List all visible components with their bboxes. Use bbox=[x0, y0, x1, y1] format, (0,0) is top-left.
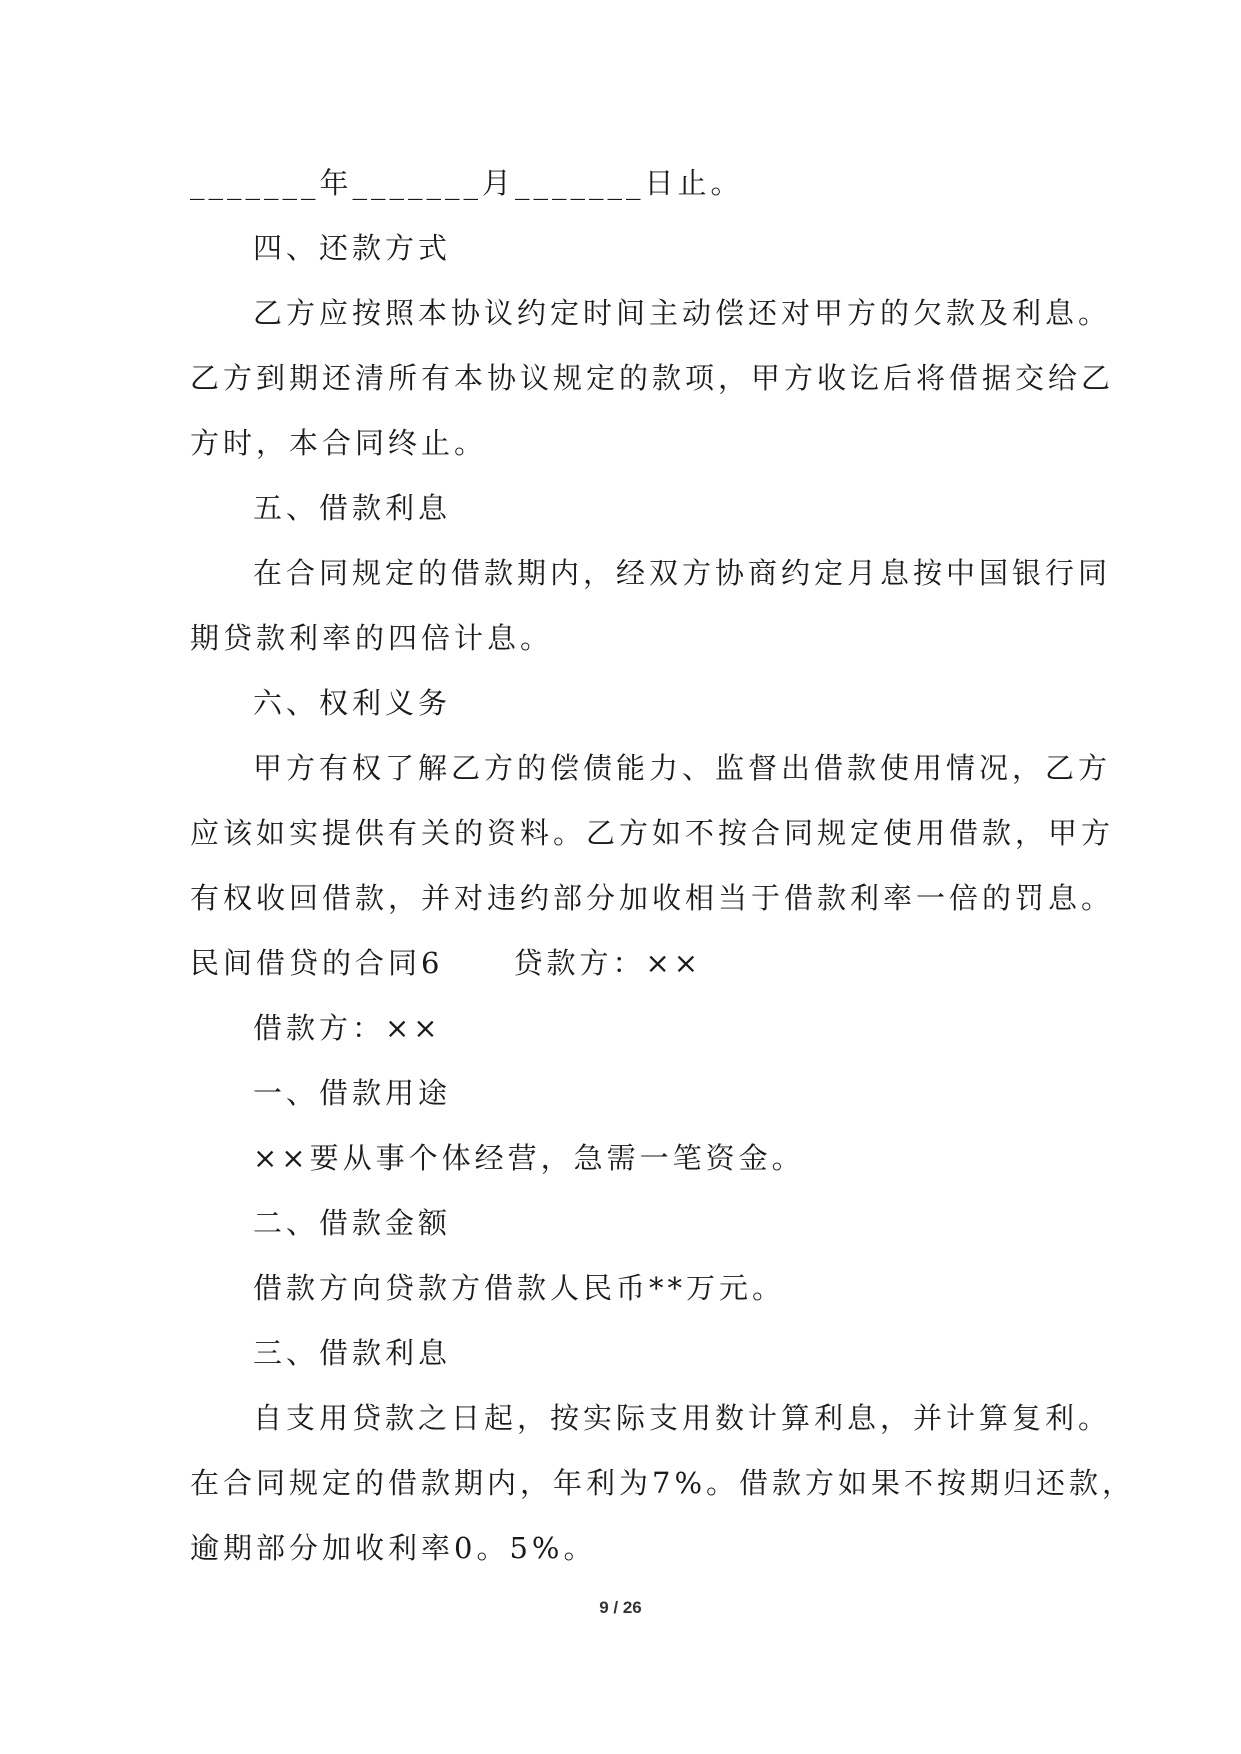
text-line: 甲方有权了解乙方的偿债能力、监督出借款使用情况，乙方 bbox=[253, 751, 1112, 785]
text-line: ××要从事个体经营，急需一笔资金。 bbox=[253, 1141, 805, 1175]
section-heading: 一、借款用途 bbox=[253, 1076, 452, 1110]
contract-title: 民间借贷的合同6 bbox=[190, 946, 444, 980]
text-line: 方时，本合同终止。 bbox=[190, 426, 488, 460]
section-heading: 六、权利义务 bbox=[253, 686, 452, 720]
text-line bbox=[190, 943, 702, 983]
text-line: 乙方应按照本协议约定时间主动偿还对甲方的欠款及利息。 bbox=[253, 296, 1112, 330]
section-heading: 二、借款金额 bbox=[253, 1206, 452, 1240]
text-line: 借款方向贷款方借款人民币**万元。 bbox=[253, 1271, 786, 1305]
lender-label: 贷款方：×× bbox=[513, 946, 703, 980]
text-line: 逾期部分加收利率0。5%。 bbox=[190, 1531, 597, 1565]
text-line: 期贷款利率的四倍计息。 bbox=[190, 621, 554, 655]
section-heading: 四、还款方式 bbox=[253, 231, 452, 265]
section-heading: 三、借款利息 bbox=[253, 1336, 452, 1370]
text-line: 在合同规定的借款期内，经双方协商约定月息按中国银行同 bbox=[253, 556, 1112, 590]
text-line: 应该如实提供有关的资料。乙方如不按合同规定使用借款，甲方 bbox=[190, 816, 1115, 850]
text-line: 在合同规定的借款期内，年利为7%。借款方如果不按期归还款， bbox=[190, 1466, 1136, 1500]
text-line: 自支用贷款之日起，按实际支用数计算利息，并计算复利。 bbox=[253, 1401, 1112, 1435]
section-heading: 五、借款利息 bbox=[253, 491, 452, 525]
text-line: 有权收回借款，并对违约部分加收相当于借款利率一倍的罚息。 bbox=[190, 881, 1115, 915]
borrower-label: 借款方：×× bbox=[253, 1011, 442, 1045]
text-line: _______年_______月_______日止。 bbox=[190, 166, 744, 200]
text-line: 乙方到期还清所有本协议规定的款项，甲方收讫后将借据交给乙 bbox=[190, 361, 1115, 395]
page-number: 9 / 26 bbox=[599, 1598, 642, 1617]
